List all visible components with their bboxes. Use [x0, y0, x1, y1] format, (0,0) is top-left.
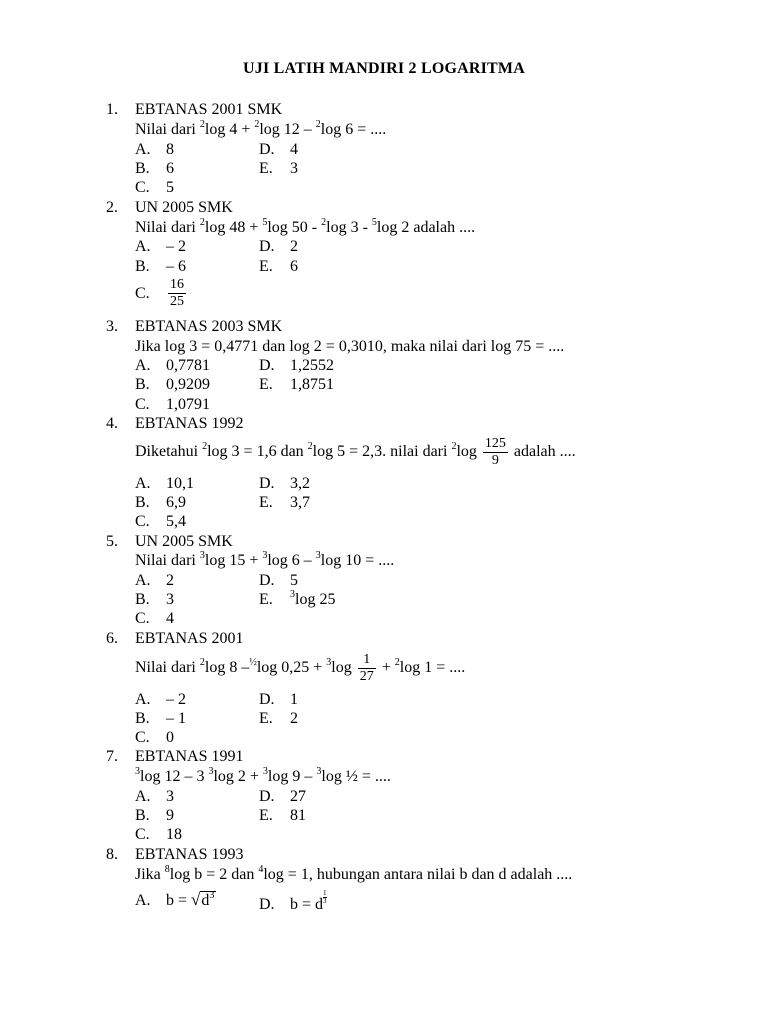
document-title: UJI LATIH MANDIRI 2 LOGARITMA: [243, 60, 525, 77]
question-number: 1.: [106, 101, 118, 118]
option-a: A. 2: [135, 572, 174, 589]
option-a: A. 3: [135, 788, 174, 805]
question-number: 2.: [106, 199, 118, 216]
question-number: 4.: [106, 415, 118, 432]
option-e: E. 3: [259, 160, 298, 177]
option-d: D. 27: [259, 788, 306, 805]
question-source: UN 2005 SMK: [135, 199, 233, 216]
option-d: D. 4: [259, 141, 298, 158]
question-text: Nilai dari $^3$log 15 + $^3$log 6 – $^3$log 10 = ....: [135, 550, 395, 569]
question-text: Diketahui $^2$log 3 = 1,6 dan $^2$log 5 = 2,3. nilai dari $^2$log $\frac{125}{9}$ adalah ....: [135, 436, 576, 468]
question-text: $^3$log 12 – 3 $^3$log 2 + $^3$log 9 – $^3$log ½ = ....: [135, 766, 391, 785]
question-text: Nilai dari $^2$log 8 –$^{\frac{1}{2}}$log 0,25 + $^3$log $\frac{1}{27}$ + $^2$log 1 = ....: [135, 652, 466, 684]
option-c: C. $\frac{16}{25}$: [135, 277, 184, 309]
option-d: D. 5: [259, 572, 298, 589]
question-source: UN 2005 SMK: [135, 533, 233, 550]
option-b: B. – 1: [135, 710, 186, 727]
option-c: C. 5: [135, 179, 174, 196]
option-e: E. 1,8751: [259, 376, 334, 393]
option-a: A. 8: [135, 141, 174, 158]
option-c: C. 18: [135, 826, 182, 843]
question-number: 6.: [106, 630, 118, 647]
option-a: A. – 2: [135, 238, 186, 255]
option-c: C. 1,0791: [135, 396, 210, 413]
option-e: E. 3,7: [259, 494, 310, 511]
option-b: B. 3: [135, 591, 174, 608]
question-number: 8.: [106, 846, 118, 863]
option-b: B. 9: [135, 807, 174, 824]
option-a: A. – 2: [135, 691, 186, 708]
question-text: Jika log 3 = 0,4771 dan log 2 = 0,3010, maka nilai dari log 75 = ....: [135, 338, 565, 355]
option-e: E. 2: [259, 710, 298, 727]
option-e: E. 81: [259, 807, 306, 824]
question-number: 7.: [106, 748, 118, 765]
fraction-exponent: $\frac{1}{3}$: [323, 889, 327, 905]
option-d: D. b = d $\frac{1}{3}$: [259, 889, 327, 913]
square-root: $√d^3$: [191, 890, 215, 909]
question-source: EBTANAS 1993: [135, 846, 244, 863]
question-source: EBTANAS 2003 SMK: [135, 318, 283, 335]
option-b: B. 0,9209: [135, 376, 210, 393]
option-e: E. 6: [259, 258, 298, 275]
option-d: D. 3,2: [259, 475, 310, 492]
question-source: EBTANAS 1992: [135, 415, 244, 432]
option-d: D. 1,2552: [259, 357, 334, 374]
question-text: Nilai dari $^2$log 48 + $^5$log 50 - $^2$log 3 - $^5$log 2 adalah ....: [135, 217, 476, 236]
option-a: A. 0,7781: [135, 357, 210, 374]
question-text: Jika $^8$log b = 2 dan $^4$log = 1, hubungan antara nilai b dan d adalah ....: [135, 864, 573, 883]
option-d: D. 2: [259, 238, 298, 255]
fraction: $\frac{16}{25}$: [170, 277, 184, 309]
fraction: $\frac{1}{27}$: [359, 652, 374, 684]
option-e: E. $^3$log 25: [259, 589, 336, 608]
option-a: A. 10,1: [135, 475, 194, 492]
option-c: C. 5,4: [135, 513, 186, 530]
fraction: $\frac{125}{9}$: [484, 436, 506, 468]
question-number: 5.: [106, 533, 118, 550]
option-d: D. 1: [259, 691, 298, 708]
question-number: 3.: [106, 318, 118, 335]
option-c: C. 4: [135, 610, 174, 627]
option-b: B. 6,9: [135, 494, 186, 511]
option-a: A. $b = √d^3$: [135, 890, 215, 909]
option-c: C. 0: [135, 729, 174, 746]
question-source: EBTANAS 2001: [135, 630, 244, 647]
option-b: B. 6: [135, 160, 174, 177]
question-text: Nilai dari $^2$log 4 + $^2$log 12 – $^2$log 6 = ....: [135, 119, 387, 138]
question-source: EBTANAS 1991: [135, 748, 244, 765]
question-source: EBTANAS 2001 SMK: [135, 101, 283, 118]
option-b: B. – 6: [135, 258, 186, 275]
